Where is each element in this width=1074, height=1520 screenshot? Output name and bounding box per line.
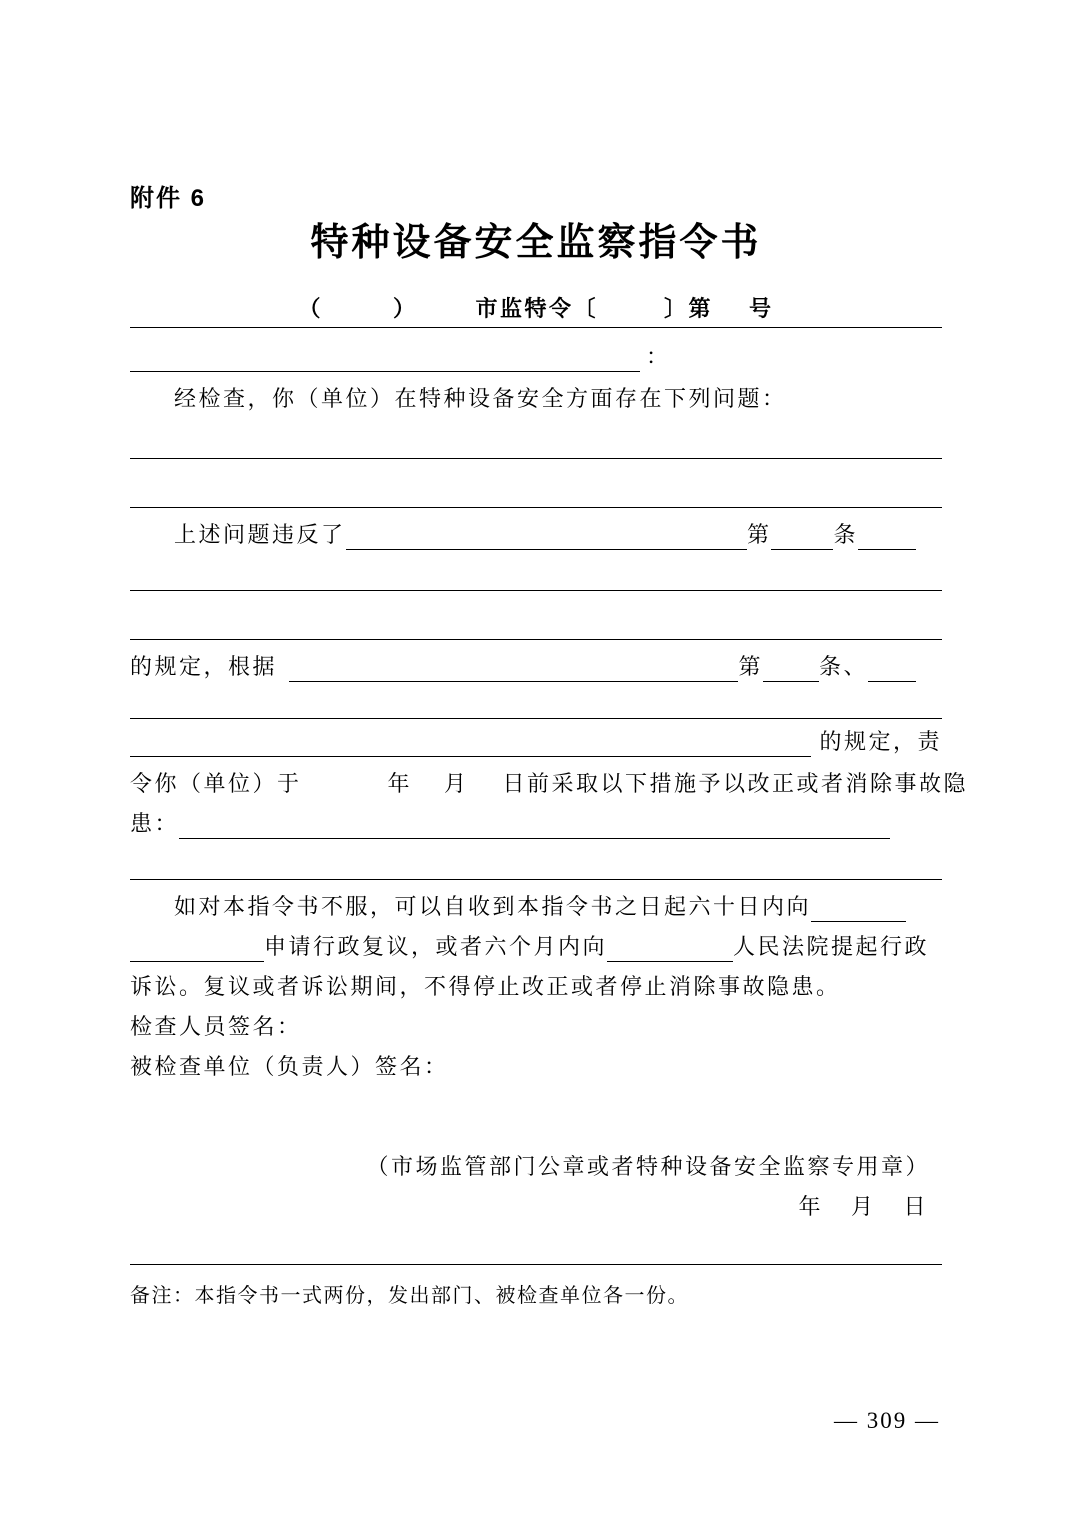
spacer xyxy=(130,1222,942,1264)
appeal-blank-2 xyxy=(130,959,264,962)
month-label: 月 xyxy=(444,771,469,797)
order-blank xyxy=(179,836,890,839)
violation-blank xyxy=(346,547,747,550)
doc-number-bracket: 〕第 xyxy=(664,296,714,322)
basis-clause-blank xyxy=(868,679,916,682)
basis-clause-label: 条、 xyxy=(818,654,868,680)
basis-line xyxy=(130,640,942,682)
basis-blank xyxy=(289,679,738,682)
appeal-text-1: 如对本指令书不服，可以自收到本指令书之日起六十日内向 xyxy=(174,894,812,920)
article-label: 第 xyxy=(746,522,772,548)
provision-line xyxy=(130,719,942,757)
inspector-signature-line xyxy=(130,1002,942,1042)
violation-lead: 上述问题违反了 xyxy=(174,522,346,548)
blank-line xyxy=(130,682,942,719)
order-segment-1: 令你（单位）于 xyxy=(130,771,302,797)
inspected-signature-label: 被检查单位（负责人）签名： xyxy=(130,1054,449,1080)
doc-number-suffix: 号 xyxy=(749,296,774,322)
addressee-blank xyxy=(130,369,640,372)
appeal-text-2b: 人民法院提起行政 xyxy=(733,934,930,960)
page-number: — 309 — xyxy=(834,1408,940,1433)
date-line xyxy=(130,1182,942,1222)
provision-blank xyxy=(130,754,811,757)
order-segment-3: 患： xyxy=(130,811,180,837)
date-year-label: 年 xyxy=(798,1194,823,1220)
doc-number-line xyxy=(130,276,942,328)
blank-line xyxy=(130,414,942,459)
spacer xyxy=(130,1082,942,1142)
date-day-label: 日 xyxy=(903,1194,928,1220)
intro-paragraph xyxy=(130,372,942,414)
appeal-text-3: 诉讼。复议或者诉讼期间，不得停止改正或者停止消除事故隐患。 xyxy=(130,974,841,1000)
addressee-colon: ： xyxy=(646,344,671,370)
doc-number-prefix: 市监特令〔 xyxy=(475,296,598,322)
appeal-blank-1 xyxy=(811,919,906,922)
footnote: 备注：本指令书一式两份，发出部门、被检查单位各一份。 xyxy=(130,1285,689,1307)
date-month-label: 月 xyxy=(850,1194,876,1220)
inspector-signature-label: 检查人员签名： xyxy=(130,1014,302,1040)
appeal-blank-3 xyxy=(607,959,733,962)
blank-line xyxy=(130,459,942,508)
order-line-2 xyxy=(130,799,942,839)
blank-line xyxy=(130,839,942,880)
blank-line xyxy=(130,550,942,591)
order-segment-2: 日前采取以下措施予以改正或者消除事故隐 xyxy=(502,771,969,797)
violation-line xyxy=(130,508,942,550)
clause-label: 条 xyxy=(833,522,858,548)
document-content xyxy=(130,178,969,1309)
seal-note: （市场监管部门公章或者特种设备安全监察专用章） xyxy=(366,1154,930,1180)
year-label: 年 xyxy=(387,771,413,797)
appeal-line-3 xyxy=(130,962,942,1002)
basis-lead: 的规定，根据 xyxy=(130,654,278,680)
clause-blank xyxy=(858,547,916,550)
paren-open: （ xyxy=(298,296,323,322)
blank-line xyxy=(130,591,942,640)
addressee-line xyxy=(130,328,942,372)
inspected-signature-line xyxy=(130,1042,942,1082)
appeal-line-2 xyxy=(130,922,942,962)
article-blank xyxy=(771,547,833,550)
provision-tail: 的规定，责 xyxy=(819,729,942,755)
intro-text: 经检查，你（单位）在特种设备安全方面存在下列问题： xyxy=(174,386,787,412)
basis-article-label: 第 xyxy=(738,654,763,680)
appeal-text-2a: 申请行政复议，或者六个月内向 xyxy=(264,934,608,960)
seal-note-line xyxy=(130,1142,942,1182)
appeal-line-1 xyxy=(130,880,942,922)
order-line-1 xyxy=(130,757,969,799)
basis-article-blank xyxy=(763,679,819,682)
document-title: 特种设备安全监察指令书 xyxy=(310,222,762,264)
paren-close: ） xyxy=(392,296,418,322)
attachment-label: 附件 6 xyxy=(130,185,207,212)
